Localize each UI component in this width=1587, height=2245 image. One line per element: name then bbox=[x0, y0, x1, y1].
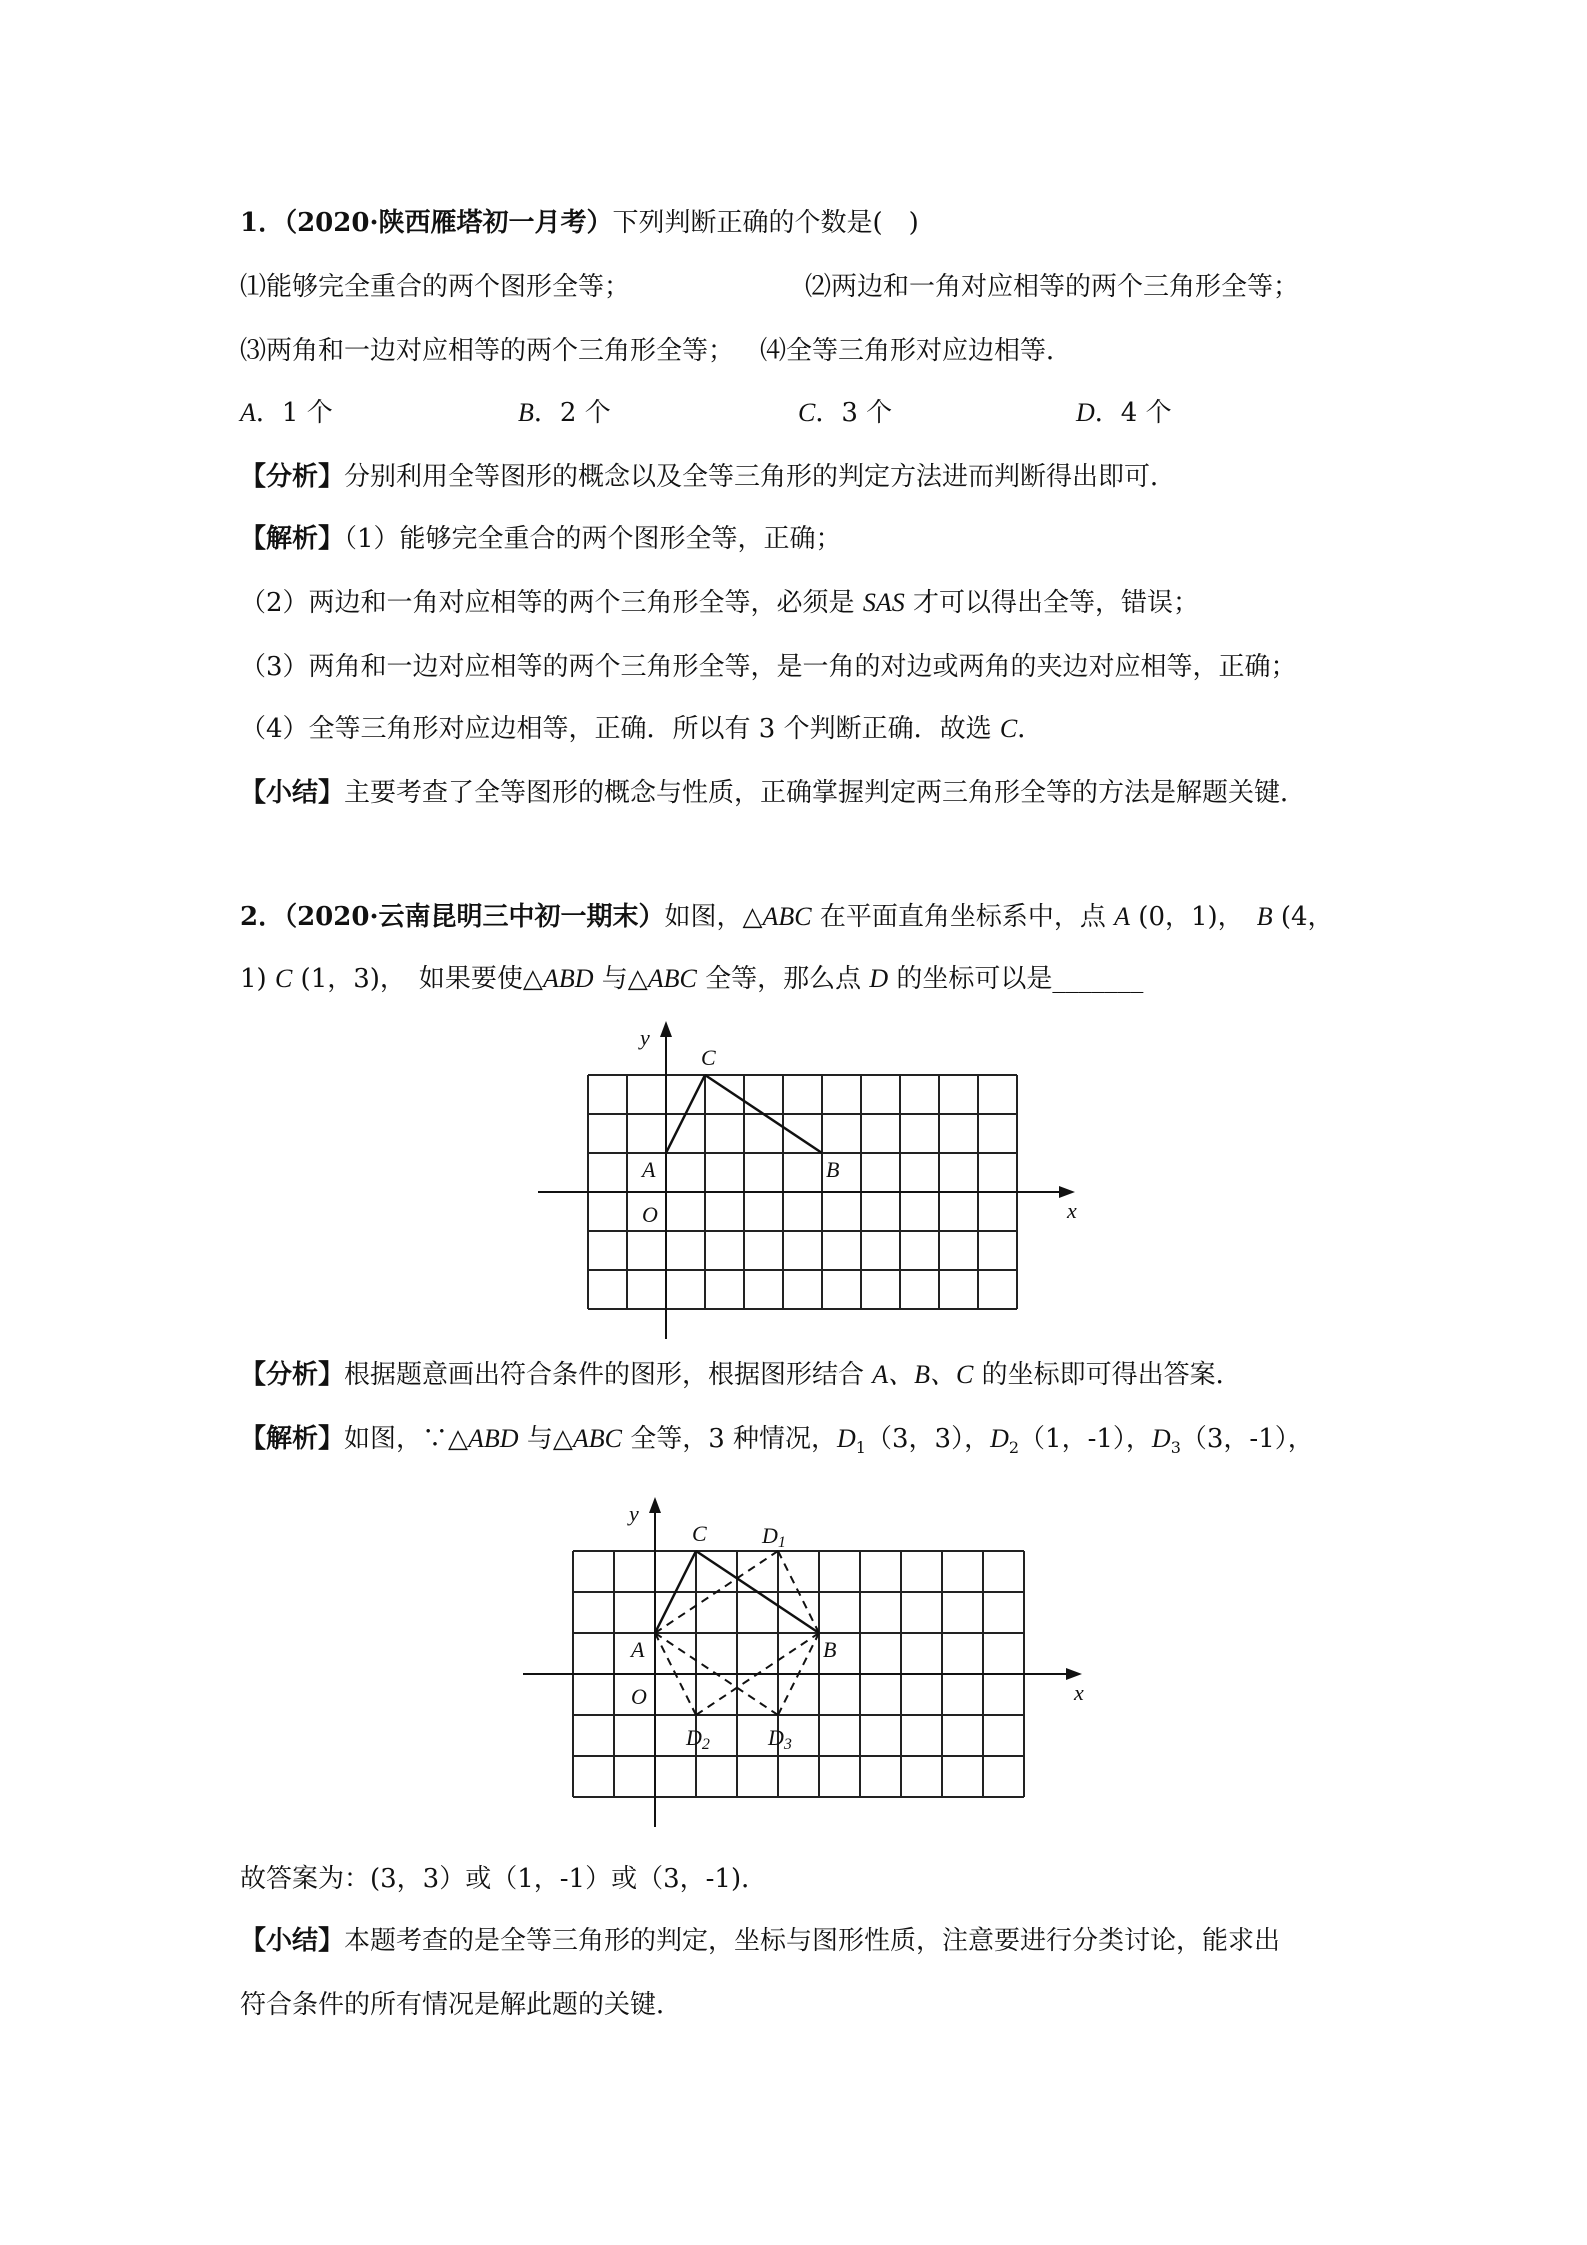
q1-option-d bbox=[1076, 396, 1172, 430]
q2-heading bbox=[240, 900, 1334, 934]
q2-analysis-a: 根据题意画出符合条件的图形，根据图形结合 bbox=[344, 1360, 873, 1390]
q1-option-a-text: ．1 个 bbox=[255, 398, 333, 428]
q1-statements-row2 bbox=[240, 334, 1072, 368]
point-d2-label: D2 bbox=[686, 1725, 710, 1753]
q2-sol-c: 与△ bbox=[518, 1424, 573, 1454]
q2-sol-d1-value: （3，3）， bbox=[865, 1424, 991, 1454]
q2-text-1b: ABC bbox=[762, 902, 812, 931]
q1-statement-1: ⑴能够完全重合的两个图形全等； bbox=[240, 272, 631, 302]
q2-text-2f: ABC bbox=[647, 964, 697, 993]
q1-heading bbox=[240, 206, 919, 240]
y-axis-label: y bbox=[640, 1025, 650, 1050]
q1-analysis-tag: 【分析】 bbox=[240, 462, 345, 492]
q2-sol-b: ABD bbox=[468, 1424, 519, 1453]
q1-solution-tag: 【解析】 bbox=[240, 524, 345, 554]
q2-summary-tag: 【小结】 bbox=[240, 1926, 345, 1956]
q1-solution-line-2c: 才可以得出全等，错误； bbox=[904, 588, 1199, 618]
point-d3-label: D3 bbox=[768, 1725, 792, 1753]
point-b-label: B bbox=[823, 1637, 837, 1662]
q2-text-1g: (4， bbox=[1272, 902, 1334, 932]
q2-text-2d: ABD bbox=[542, 964, 594, 993]
q2-solution-tag: 【解析】 bbox=[240, 1424, 345, 1454]
q2-text-1a: 如图，△ bbox=[664, 902, 763, 932]
q2-sol-d3: D bbox=[1151, 1424, 1171, 1453]
q2-text-2e: 与△ bbox=[593, 964, 648, 994]
q1-option-a bbox=[240, 396, 333, 430]
q1-solution-2 bbox=[240, 586, 1199, 620]
q2-text-2c: (1，3)， 如果要使△ bbox=[292, 964, 543, 994]
q2-text-1f: B bbox=[1256, 902, 1273, 931]
q1-option-b-text: ．2 个 bbox=[533, 398, 611, 428]
q1-analysis-text: 分别利用全等图形的概念以及全等三角形的判定方法进而判断得出即可． bbox=[344, 462, 1177, 492]
point-b-label: B bbox=[826, 1157, 840, 1182]
x-axis-label: x bbox=[1074, 1680, 1084, 1705]
q2-text-1d: A bbox=[1114, 902, 1131, 931]
point-c-label: C bbox=[701, 1045, 716, 1070]
q2-text-2a: 1) bbox=[240, 964, 275, 994]
y-axis-arrow-icon bbox=[660, 1021, 672, 1037]
q1-option-a-letter: A bbox=[240, 398, 256, 427]
q1-statement-3: ⑶两角和一边对应相等的两个三角形全等； bbox=[240, 336, 735, 366]
q1-statement-4: ⑷全等三角形对应边相等． bbox=[760, 336, 1073, 366]
q1-solution-4 bbox=[240, 712, 1043, 746]
q2-text-2i: 的坐标可以是_______ bbox=[888, 964, 1144, 994]
q1-source: （2020·陕西雁塔初一月考） bbox=[284, 208, 613, 238]
point-d1-label: D1 bbox=[762, 1523, 786, 1551]
q2-answer bbox=[240, 1862, 767, 1896]
q2-sol-e: 全等，3 种情况， bbox=[621, 1424, 838, 1454]
q2-source: （2020·云南昆明三中初一期末） bbox=[284, 902, 665, 932]
x-axis-arrow-icon bbox=[1059, 1186, 1075, 1198]
q1-summary-text: 主要考查了全等图形的概念与性质，正确掌握判定两三角形全等的方法是解题关键． bbox=[344, 778, 1307, 808]
q1-solution-line-1: （1）能够完全重合的两个图形全等，正确； bbox=[344, 524, 842, 554]
q1-solution-answer: C bbox=[999, 714, 1018, 743]
coordinate-figure-1 bbox=[530, 1025, 1077, 1346]
x-axis-label: x bbox=[1067, 1198, 1077, 1223]
q1-summary-tag: 【小结】 bbox=[240, 778, 345, 808]
q1-option-d-text: ．4 个 bbox=[1094, 398, 1172, 428]
q1-option-d-letter: D bbox=[1076, 398, 1095, 427]
q2-analysis-points: A、B、C bbox=[872, 1360, 974, 1389]
q1-statements-row1b bbox=[805, 270, 1299, 304]
fig2-axes bbox=[523, 1497, 1082, 1827]
q1-solution-1 bbox=[240, 522, 842, 556]
q2-summary-line-2: 符合条件的所有情况是解此题的关键． bbox=[240, 1990, 683, 2020]
q1-solution-line-3: （3）两角和一边对应相等的两个三角形全等，是一角的对边或两角的夹边对应相等，正确； bbox=[240, 652, 1297, 682]
q2-answer-text: 故答案为：(3，3）或（1，-1）或（3，-1)． bbox=[240, 1864, 768, 1894]
q1-statement-2: ⑵两边和一角对应相等的两个三角形全等； bbox=[805, 272, 1300, 302]
q1-solution-line-4a: （4）全等三角形对应边相等，正确．所以有 3 个判断正确．故选 bbox=[240, 714, 1000, 744]
origin-label: O bbox=[631, 1684, 647, 1709]
y-axis-label: y bbox=[629, 1501, 639, 1526]
q2-text-1e: (0，1)， bbox=[1130, 902, 1257, 932]
q1-option-b bbox=[518, 396, 611, 430]
point-a-label: A bbox=[631, 1637, 645, 1662]
y-axis-arrow-icon bbox=[649, 1497, 661, 1513]
q1-stem: 下列判断正确的个数是( ) bbox=[612, 208, 919, 238]
q1-analysis bbox=[240, 460, 1176, 494]
q2-sol-d2-value: （1，-1）， bbox=[1019, 1424, 1152, 1454]
point-a-label: A bbox=[642, 1157, 656, 1182]
x-axis-arrow-icon bbox=[1066, 1668, 1082, 1680]
q1-statements-row1 bbox=[240, 270, 630, 304]
q1-solution-3 bbox=[240, 650, 1297, 684]
q1-solution-sas: SAS bbox=[862, 588, 905, 617]
q2-analysis bbox=[240, 1358, 1242, 1392]
q2-summary-cont bbox=[240, 1988, 682, 2022]
q1-summary bbox=[240, 776, 1306, 810]
fig1-axes bbox=[538, 1021, 1075, 1339]
q1-option-b-letter: B bbox=[518, 398, 534, 427]
q2-sol-d3-value: （3，-1）， bbox=[1180, 1424, 1314, 1454]
q2-sol-d3-sub: 3 bbox=[1170, 1438, 1181, 1458]
q1-option-c-letter: C bbox=[798, 398, 816, 427]
q2-summary-line-1: 本题考查的是全等三角形的判定，坐标与图形性质，注意要进行分类讨论，能求出 bbox=[344, 1926, 1281, 1956]
q2-solution bbox=[240, 1422, 1314, 1465]
q2-text-1c: 在平面直角坐标系中，点 bbox=[811, 902, 1115, 932]
q2-sol-a: 如图，∵△ bbox=[344, 1424, 469, 1454]
q2-text-2g: 全等，那么点 bbox=[696, 964, 870, 994]
origin-label: O bbox=[642, 1202, 658, 1227]
q2-analysis-c: 的坐标即可得出答案． bbox=[973, 1360, 1242, 1390]
q2-sol-d1: D bbox=[837, 1424, 856, 1453]
q1-solution-line-4c: ． bbox=[1017, 714, 1044, 744]
q1-solution-line-2a: （2）两边和一角对应相等的两个三角形全等，必须是 bbox=[240, 588, 863, 618]
q2-text-2h: D bbox=[869, 964, 889, 993]
fig1-labels bbox=[638, 1025, 1077, 1227]
q2-sol-d2-sub: 2 bbox=[1008, 1438, 1020, 1458]
q2-summary bbox=[240, 1924, 1280, 1958]
q1-option-c-text: ．3 个 bbox=[815, 398, 893, 428]
q2-sol-d1-sub: 1 bbox=[855, 1438, 866, 1458]
q2-stem-line2 bbox=[240, 962, 1143, 996]
q2-number: 2． bbox=[240, 902, 285, 932]
q2-sol-d2: D bbox=[990, 1424, 1009, 1453]
q2-text-2b: C bbox=[274, 964, 293, 993]
q2-analysis-tag: 【分析】 bbox=[240, 1360, 345, 1390]
point-c-label: C bbox=[692, 1521, 707, 1546]
q1-number: 1． bbox=[240, 208, 285, 238]
q2-sol-d: ABC bbox=[572, 1424, 622, 1453]
q1-option-c bbox=[798, 396, 892, 430]
coordinate-figure-2 bbox=[520, 1496, 1084, 1832]
